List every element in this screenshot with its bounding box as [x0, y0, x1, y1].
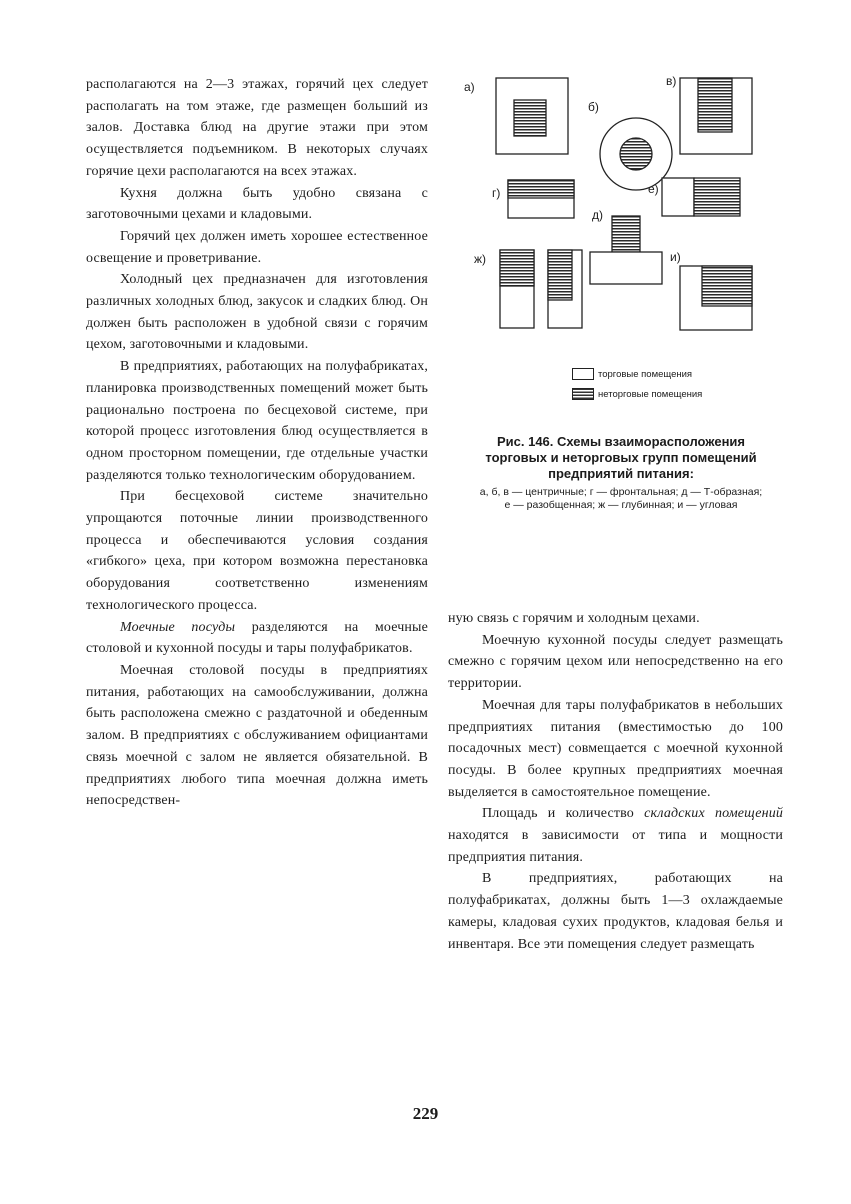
paragraph-text: разделяются на моечные столовой и кухонной посуды и тары полуфабрикатов. — [86, 619, 428, 657]
paragraph — [448, 868, 783, 955]
scheme-a — [496, 78, 568, 154]
paragraph — [448, 608, 783, 630]
scheme-v — [680, 78, 752, 154]
paragraph-text: Моечная для тары полуфабрикатов в небольших предприятиях питания (вместимостью до 100 посадочных мест) совмещается с моечной кухонной посуды. В более крупных предприятиях моечная выделяется в самостоятельное помещение. — [448, 697, 783, 800]
paragraph-text: находятся в зависимости от типа и мощности предприятия питания. — [448, 828, 783, 865]
label-v: в) — [666, 74, 677, 88]
paragraph — [86, 660, 428, 812]
label-zh: ж) — [474, 252, 487, 266]
paragraph-text: Моечная столовой посуды в предприятиях питания, работающих на самообслуживании, должна быть расположена смежно с раздаточной и обеденным залом. В предприятиях с обслуживанием официантами связь моечной с залом не является обязательной. В предприятиях любого типа моечная должна иметь непосредствен- — [86, 662, 428, 809]
scheme-zh — [500, 250, 582, 328]
scheme-g — [508, 180, 574, 218]
page-number: 229 — [412, 1104, 439, 1123]
paragraph — [86, 486, 428, 616]
scheme-d — [590, 216, 662, 284]
paragraph — [86, 269, 428, 356]
paragraph — [86, 183, 428, 226]
paragraph-text-before: Площадь и количество — [482, 806, 645, 822]
paragraph — [86, 226, 428, 269]
paragraph-text: В предприятиях, работающих на полуфабрикатах, планировка производственных помещений может быть рационально построена по бесцеховой системе, при которой процесс изготовления блюд осуществляется в одном просторном помещении, где отдельные участки разделяются только технологическим оборудованием. — [86, 359, 428, 483]
paragraph-text: располагаются на 2—3 этажах, горячий цех следует располагать на том этаже, где размещен больший из залов. Доставка блюд на другие этажи при этом осуществляется подъемником. В некоторых случаях горячие цехи располагаются на всех этажах. — [86, 77, 428, 179]
label-a: а) — [464, 80, 475, 94]
legend-nontrade-swatch — [572, 388, 594, 400]
paragraph-text: При бесцеховой системе значительно упрощаются поточные линии производственного процесса и обеспечиваются условия создания «гибкого» цеха, при котором возможна перестановка оборудования соответственно изменениям технологического процесса. — [86, 489, 428, 613]
scheme-b — [600, 118, 672, 190]
legend-trade — [572, 368, 692, 380]
paragraph-text: ную связь с горячим и холодным цехами. — [448, 611, 700, 626]
label-i: и) — [670, 250, 681, 264]
paragraph — [448, 803, 783, 868]
label-g: г) — [492, 186, 501, 200]
paragraph — [448, 630, 783, 695]
caption-title: Рис. 146. Схемы взаиморасположения торговых и неторговых групп помещений предприятий питания: — [485, 434, 757, 481]
paragraph — [86, 356, 428, 486]
paragraph-italic: складских помещений — [644, 806, 783, 822]
figure-caption — [476, 434, 766, 512]
legend-nontrade — [572, 388, 702, 400]
legend-trade-swatch — [572, 368, 594, 380]
label-d: д) — [592, 208, 603, 222]
paragraph — [86, 74, 428, 183]
paragraph — [448, 695, 783, 804]
paragraph-text: Моечную кухонной посуды следует размещать смежно с горячим цехом или непосредственно на его территории. — [448, 632, 783, 692]
legend-trade-label: торговые помещения — [598, 368, 693, 380]
paragraph — [86, 617, 428, 660]
right-text-column — [448, 608, 783, 955]
paragraph-italic: Моечные посуды — [120, 619, 236, 635]
legend-nontrade-label: неторговые помещения — [598, 388, 703, 400]
figure-146 — [462, 72, 762, 572]
left-text-column — [86, 74, 428, 812]
paragraph-text: Холодный цех предназначен для изготовления различных холодных блюд, закусок и сладких блюд. Он должен быть расположен в удобной связи с горячим цехом, заготовочными и кладовыми. — [86, 272, 428, 353]
paragraph-text: Горячий цех должен иметь хорошее естественное освещение и проветривание. — [86, 228, 428, 266]
paragraph-text: В предприятиях, работающих на полуфабрикатах, должны быть 1—3 охлаждаемые камеры, кладовая сухих продуктов, кладовая белья и инвентаря. Все эти помещения следует размещать — [448, 871, 783, 952]
caption-body: а, б, в — центричные; г — фронтальная; д — Т-образная; е — разобщенная; ж — глубинная; и — угловая — [479, 486, 763, 511]
label-b: б) — [588, 100, 599, 114]
label-e: е) — [648, 182, 659, 196]
scheme-i — [680, 266, 752, 330]
paragraph-text: Кухня должна быть удобно связана с заготовочными цехами и кладовыми. — [86, 185, 428, 223]
scheme-e — [662, 178, 740, 216]
